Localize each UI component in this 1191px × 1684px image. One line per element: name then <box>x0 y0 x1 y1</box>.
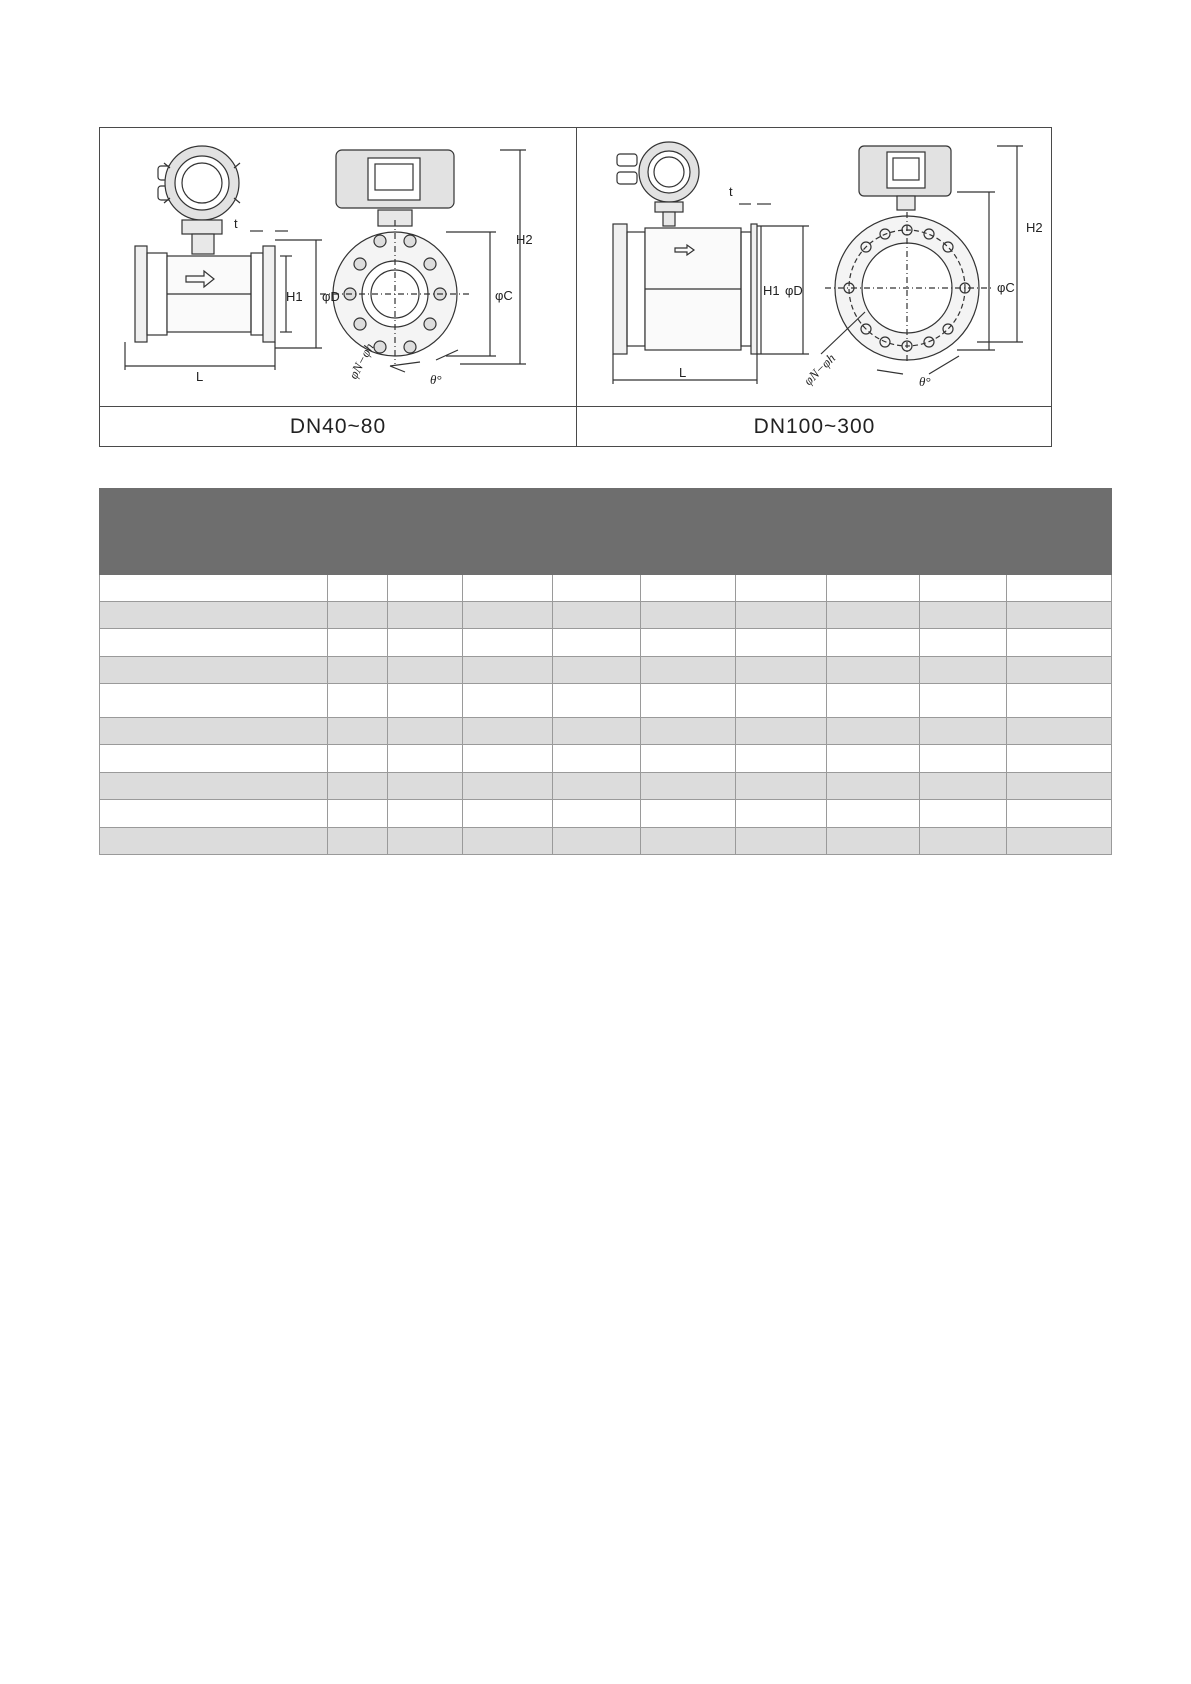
header-col-8 <box>1007 518 1112 546</box>
caption-dn100-300: DN100~300 <box>753 415 876 438</box>
label-phi-c: φC <box>495 288 513 303</box>
label-phi-d: φD <box>785 283 803 298</box>
header-col-2 <box>463 518 553 546</box>
header-sub-group-cell <box>388 546 1112 575</box>
header-group-cell <box>388 489 1112 518</box>
label-l: L <box>196 369 204 384</box>
header-col-5 <box>736 518 827 546</box>
header-col-6 <box>827 518 920 546</box>
table-row <box>100 684 1112 718</box>
label-h2: H2 <box>1026 220 1043 235</box>
header-col-1 <box>388 518 463 546</box>
label-theta: θ° <box>430 372 442 387</box>
left-flange-side <box>613 224 627 354</box>
header-spec-cell <box>100 489 388 518</box>
table-row <box>100 800 1112 828</box>
label-phi-c: φC <box>997 280 1015 295</box>
flowmeter-drawing-large <box>577 128 1052 406</box>
label-theta: θ° <box>919 374 931 389</box>
right-flange-side <box>263 246 275 342</box>
label-phi-d: φD <box>322 289 340 304</box>
table-row <box>100 657 1112 684</box>
label-h2: H2 <box>516 232 533 247</box>
table-row <box>100 629 1112 657</box>
dimension-spec-table <box>99 488 1112 855</box>
header-col-3 <box>553 518 641 546</box>
dimension-drawing-panel <box>99 127 1052 447</box>
header-row-2 <box>100 518 1112 546</box>
right-flange-side <box>751 224 757 354</box>
caption-dn40-80: DN40~80 <box>289 415 387 438</box>
label-l: L <box>679 365 687 380</box>
label-h1: H1 <box>286 289 303 304</box>
left-spool <box>147 253 167 335</box>
label-t: t <box>234 216 238 231</box>
table-row <box>100 602 1112 629</box>
drawing-dn100-300 <box>577 128 1052 406</box>
table-row <box>100 745 1112 773</box>
table-row <box>100 575 1112 602</box>
table-row <box>100 828 1112 855</box>
flowmeter-drawing-small <box>100 128 576 406</box>
header-col-4 <box>641 518 736 546</box>
header-label-cell <box>100 518 388 546</box>
drawing-dn40-80 <box>100 128 576 406</box>
label-h1: H1 <box>763 283 780 298</box>
left-flange-side <box>135 246 147 342</box>
header-col-7 <box>920 518 1007 546</box>
label-bolt-holes: φN−φh <box>800 350 839 389</box>
table-row <box>100 773 1112 800</box>
label-bolt-holes: φN−φh <box>345 340 377 382</box>
table-row <box>100 718 1112 745</box>
header-sub-cell <box>100 546 388 575</box>
header-row-1 <box>100 489 1112 518</box>
label-t: t <box>729 184 733 199</box>
header-row-3 <box>100 546 1112 575</box>
